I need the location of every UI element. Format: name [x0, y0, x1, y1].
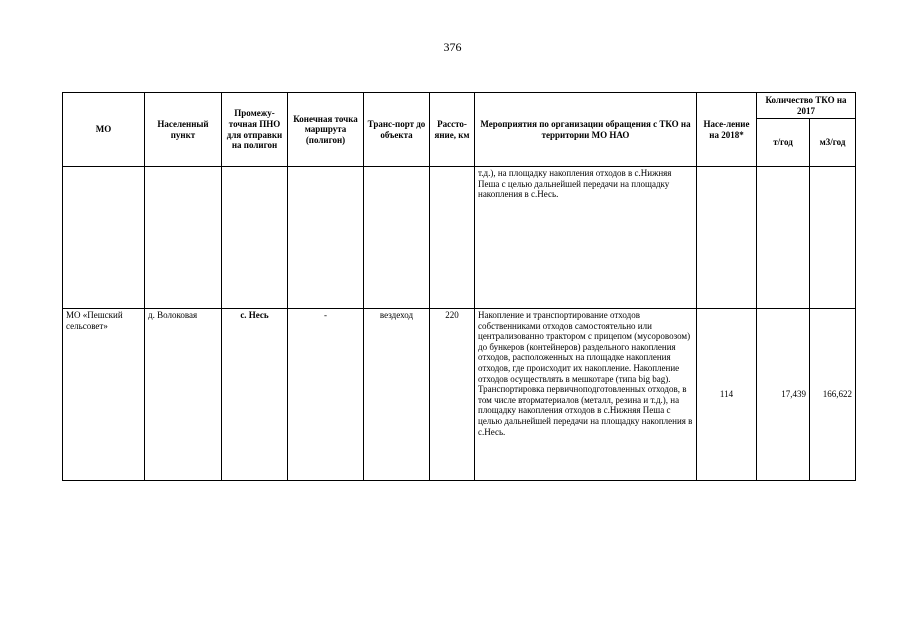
cell-mo — [63, 167, 145, 309]
cell-endpoint: - — [288, 309, 364, 481]
header-measures: Мероприятия по организации обращения с ТКО на территории МО НАО — [475, 93, 697, 167]
cell-intermediate: с. Несь — [222, 309, 288, 481]
header-endpoint: Конечная точка маршрута (полигон) — [288, 93, 364, 167]
cell-tko-t — [757, 167, 810, 309]
table-row — [63, 167, 856, 309]
table-header-row — [63, 93, 856, 119]
cell-distance: 220 — [430, 309, 475, 481]
header-population: Насе-ление на 2018* — [697, 93, 757, 167]
cell-population: 114 — [697, 309, 757, 481]
cell-tko-m3 — [810, 167, 856, 309]
header-intermediate: Промежу-точная ПНО для отправки на полигон — [222, 93, 288, 167]
cell-measures: т.д.), на площадку накопления отходов в с.Нижняя Пеша с целью дальнейшей передачи на площадку накопления в с.Несь. — [475, 167, 697, 309]
cell-mo: МО «Пешский сельсовет» — [63, 309, 145, 481]
header-transport: Транс-порт до объекта — [364, 93, 430, 167]
cell-distance — [430, 167, 475, 309]
table-row — [63, 309, 856, 481]
cell-transport — [364, 167, 430, 309]
page-number: 376 — [443, 40, 462, 54]
tko-table — [62, 92, 856, 481]
header-distance: Рассто-яние, км — [430, 93, 475, 167]
cell-population — [697, 167, 757, 309]
cell-measures: Накопление и транспортирование отходов собственниками отходов самостоятельно или централизованно трактором с прицепом (мусоровозом) до бункеров (контейнеров) раздельного накопления отходов, расположенных на площадке накопления отходов, где происходит их накопление. Накопление отходов осуществлять в мешкотаре (типа big bag). Транспортировка первичноподготовленных отходов, в том числе вторматериалов (металл, резина и т.д.), на площадку накопления отходов в с.Нижняя Пеша с целью дальнейшей передачи на площадку накопления в с.Несь. — [475, 309, 697, 481]
cell-transport: вездеход — [364, 309, 430, 481]
cell-tko-m3: 166,622 — [810, 309, 856, 481]
cell-intermediate — [222, 167, 288, 309]
cell-settlement — [145, 167, 222, 309]
header-tko-group: Количество ТКО на 2017 — [757, 93, 856, 119]
header-mo: МО — [63, 93, 145, 167]
header-tko-m3: м3/год — [810, 119, 856, 167]
cell-endpoint — [288, 167, 364, 309]
header-tko-t: т/год — [757, 119, 810, 167]
cell-settlement: д. Волоковая — [145, 309, 222, 481]
cell-tko-t: 17,439 — [757, 309, 810, 481]
header-settlement: Населенный пункт — [145, 93, 222, 167]
